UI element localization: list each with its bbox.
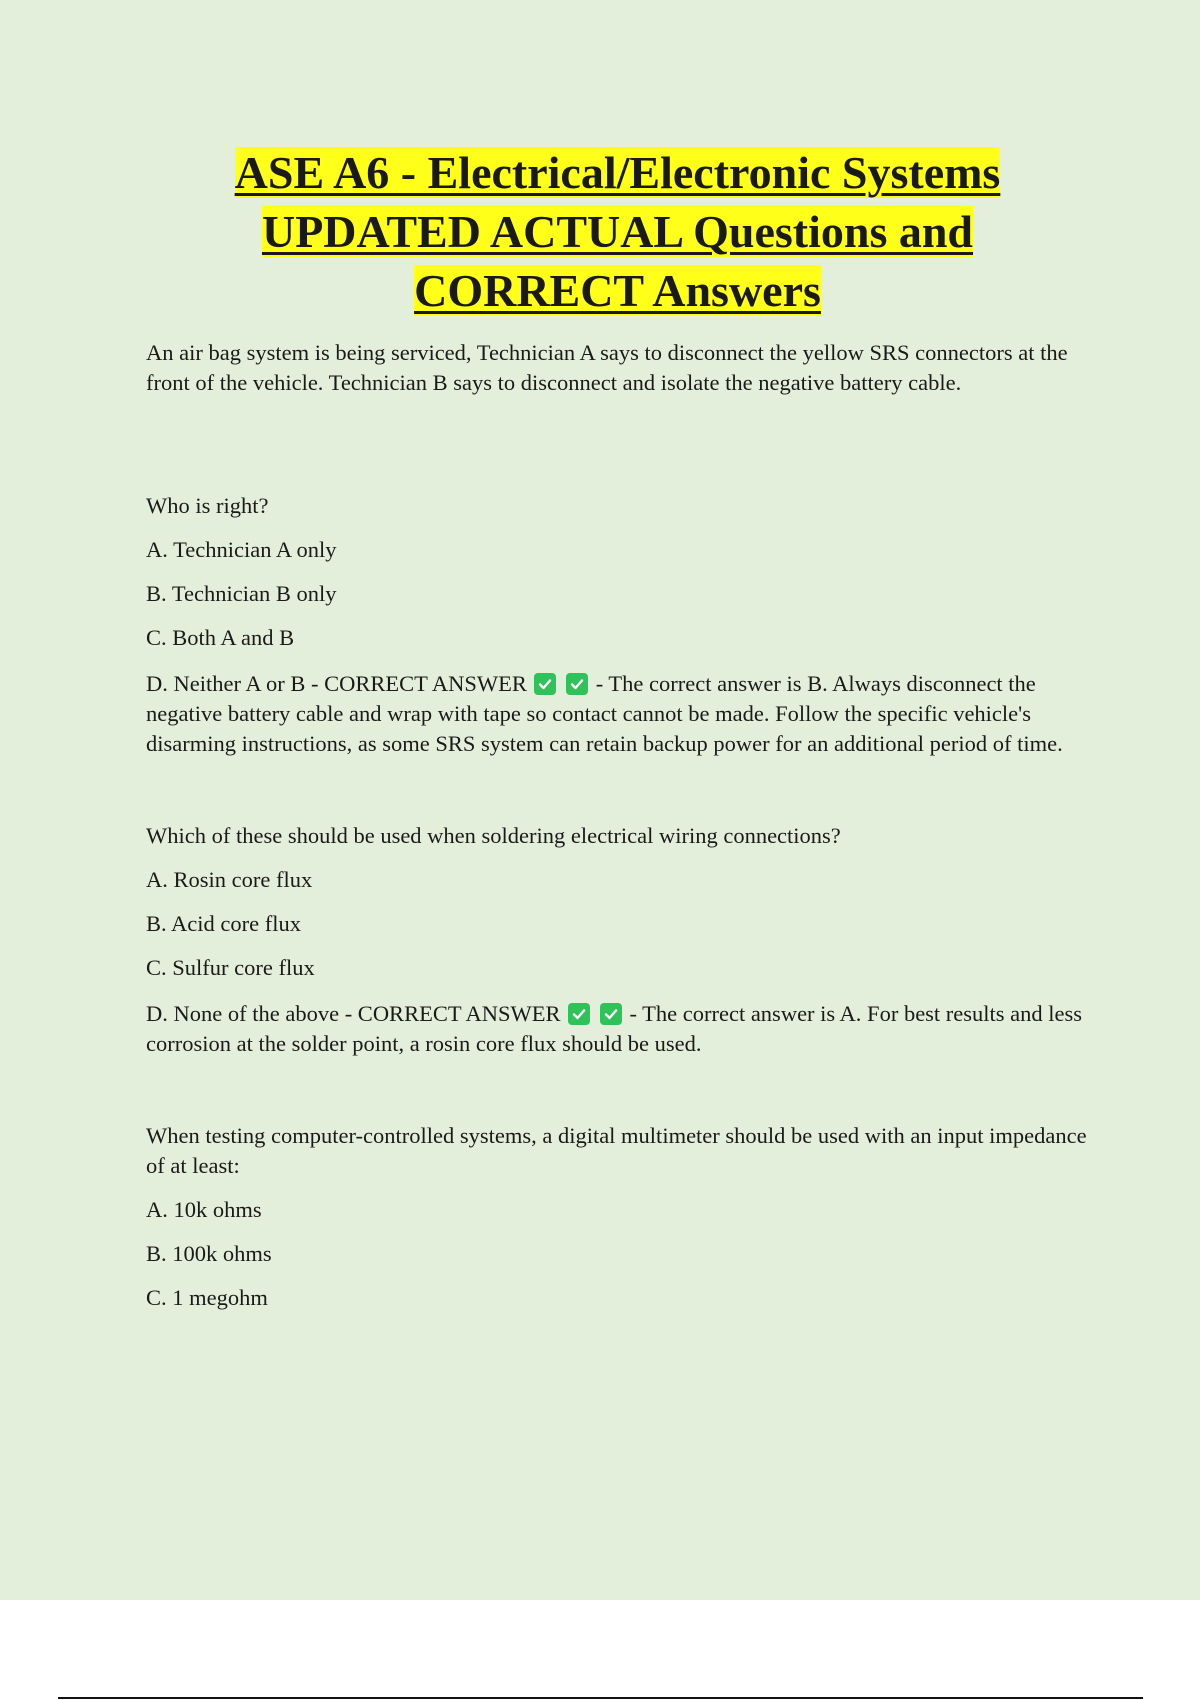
question-2-option-d-label: D. None of the above - CORRECT ANSWER: [146, 1001, 561, 1026]
question-1-option-a: A. Technician A only: [146, 537, 337, 562]
question-2-option-c: C. Sulfur core flux: [146, 955, 315, 980]
question-list: [146, 338, 1096, 1313]
question-3-option-a: A. 10k ohms: [146, 1197, 262, 1222]
title-line-2: UPDATED ACTUAL Questions and: [261, 206, 974, 257]
question-2-option-b: B. Acid core flux: [146, 911, 301, 936]
question-2-option-a: A. Rosin core flux: [146, 867, 313, 892]
question-1-option-d: [146, 669, 1096, 759]
title-line-1: ASE A6 - Electrical/Electronic Systems: [234, 147, 1001, 198]
check-mark-icon: [566, 673, 588, 695]
question-1-explanation: - The correct answer is B. Always disconnect the negative battery cable and wrap with tape so contact cannot be made. Follow the specific vehicle's disarming instructions, as some SRS system can retain backup power for an additional period of time.: [146, 671, 1063, 756]
footer-divider: [58, 1697, 1143, 1699]
question-1-prompt: Who is right?: [146, 493, 269, 518]
question-1-option-b: B. Technician B only: [146, 581, 337, 606]
title-line-3: CORRECT Answers: [414, 265, 821, 316]
check-mark-icon: [568, 1003, 590, 1025]
question-2-stem: Which of these should be used when soldering electrical wiring connections?: [146, 823, 841, 848]
question-3-option-b: B. 100k ohms: [146, 1241, 272, 1266]
document-title: [100, 143, 1135, 320]
question-1-stem: An air bag system is being serviced, Technician A says to disconnect the yellow SRS connectors at the front of the vehicle. Technician B says to disconnect and isolate the negative battery cable.: [146, 340, 1068, 395]
question-1-option-d-label: D. Neither A or B - CORRECT ANSWER: [146, 671, 527, 696]
question-3-stem: When testing computer-controlled systems, a digital multimeter should be used with an input impedance of at least:: [146, 1123, 1087, 1178]
question-1-option-c: C. Both A and B: [146, 625, 295, 650]
question-2-option-d: [146, 999, 1096, 1059]
question-2-explanation: - The correct answer is A. For best results and less corrosion at the solder point, a rosin core flux should be used.: [146, 1001, 1083, 1056]
check-mark-icon: [534, 673, 556, 695]
question-3-option-c: C. 1 megohm: [146, 1285, 268, 1310]
check-mark-icon: [600, 1003, 622, 1025]
